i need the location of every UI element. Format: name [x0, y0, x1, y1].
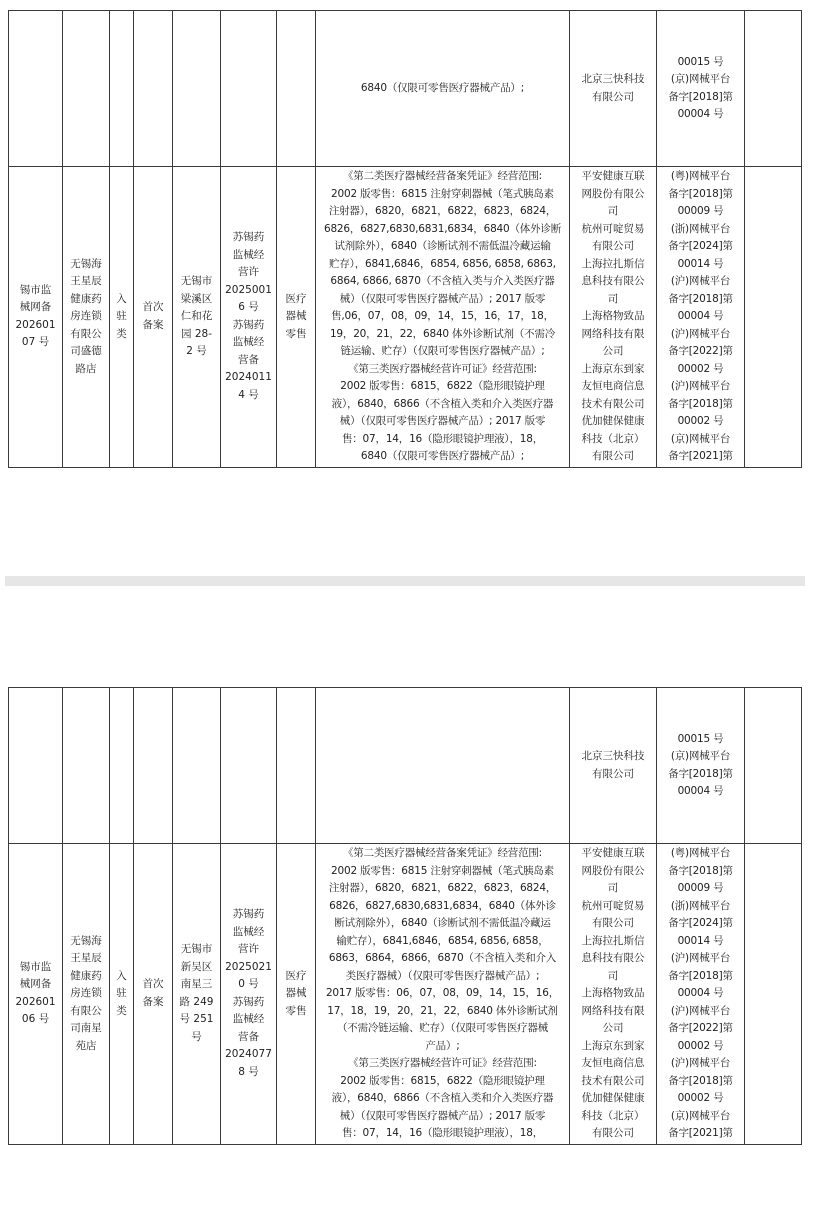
cell-text-line: 优加健保健康 [581, 1092, 645, 1104]
cell-text-line: 有限公司 [592, 240, 634, 252]
cell-text-line: 备字[2024]第 [668, 240, 733, 252]
cell-text-line: 00002 号 [677, 362, 724, 375]
license-cell [221, 167, 277, 468]
cell-text-line: 00015 号 [677, 732, 724, 745]
store-type-cell [110, 688, 134, 844]
cell-text-line: (沪)网械平台 [670, 380, 731, 392]
cell-text-line: 司盛德 [70, 345, 102, 357]
cell-text-line: 《第三类医疗器械经营许可证》经营范围: [348, 362, 537, 375]
record-no-cell [9, 844, 63, 1145]
cell-text-line: 王星辰 [70, 275, 102, 287]
store-name-cell [63, 11, 110, 167]
cell-text-line: 网络科技有限 [581, 1004, 645, 1017]
cell-text-line: 6840（仅限可零售医疗器械产品）; [360, 81, 525, 94]
cell-text-line: 断试剂除外），6840（诊断试剂不需低温冷藏运 [334, 917, 551, 929]
registration-table [8, 687, 802, 1145]
cell-text-line: 2025021 [225, 960, 272, 973]
cell-text-line: 00002 号 [677, 1039, 724, 1052]
cell-text-line: 00002 号 [677, 415, 724, 427]
license-cell [221, 688, 277, 844]
cell-text-line: 6826，6827,6830,6831,6834，6840（体外诊 [329, 899, 556, 912]
cell-text-line: 平安健康互联 [581, 847, 645, 859]
cell-text-line: 《第二类医疗器械经营备案凭证》经营范围: [342, 170, 543, 182]
cell-text-line: 备字[2018]第 [668, 864, 733, 877]
business-mode-cell [277, 167, 316, 468]
record-no-cell [9, 167, 63, 468]
table-row [9, 844, 802, 1145]
cell-text-line: 类医疗器械）（仅限可零售医疗器械产品）; [345, 969, 540, 982]
license-cell [221, 11, 277, 167]
record-no-cell [9, 688, 63, 844]
cell-text-line: 零售 [285, 327, 307, 340]
cell-text-line: 00014 号 [677, 257, 724, 270]
cell-text-line: 上海拉扎斯信 [581, 934, 645, 947]
cell-text-line: (粤)网械平台 [670, 847, 731, 859]
cell-text-line: 仁和花 [180, 310, 213, 322]
cell-text-line: 医疗 [285, 292, 307, 305]
business-scope-cell [316, 844, 570, 1145]
cell-text-line: 入 [116, 969, 127, 982]
business-mode-cell [277, 11, 316, 167]
cell-text-line: 监械经 [232, 336, 265, 349]
document-page-1 [0, 0, 815, 576]
address-cell [173, 844, 221, 1145]
cell-text-line: 2024011 [225, 371, 272, 384]
cell-text-line: （不需冷链运输、贮存）（仅限可零售医疗器械 [336, 1022, 549, 1034]
cell-text-line: 技术有限公司 [581, 1074, 645, 1087]
record-no-cell [9, 11, 63, 167]
cell-text-line: 友恒电商信息 [581, 380, 645, 392]
cell-text-line: 网股份有限公 [581, 864, 645, 877]
cell-text-line: 苏锡药 [232, 995, 265, 1008]
record-nature-cell [134, 844, 173, 1145]
cell-text-line: 司 [607, 292, 619, 305]
cell-text-line: 2002 版零售：6815，6822（隐形眼镜护理 [340, 380, 545, 392]
cell-text-line: 首次 [142, 978, 164, 991]
cell-text-line: 监械经 [232, 925, 265, 938]
table-row-continued [9, 11, 802, 167]
business-mode-cell [277, 688, 316, 844]
cell-text-line: 上海京东到家 [581, 362, 645, 375]
cell-text-line: 优加健保健康 [581, 415, 645, 427]
cell-text-line: 有限公 [70, 327, 102, 340]
cell-text-line: 6826，6827,6830,6831,6834，6840（体外诊断 [323, 222, 562, 235]
cell-text-line: 司 [607, 969, 619, 982]
cell-text-line: 2024077 [225, 1048, 272, 1061]
cell-text-line: 械网备 [19, 301, 52, 314]
remark-cell [745, 688, 802, 844]
cell-text-line: 上海格物致品 [581, 987, 645, 999]
record-nature-cell [134, 167, 173, 468]
cell-text-line: (沪)网械平台 [670, 275, 731, 287]
cell-text-line: 房连锁 [70, 987, 102, 999]
page-separator [5, 576, 805, 586]
business-scope-cell [316, 11, 570, 167]
cell-text-line: 备字[2018]第 [668, 969, 733, 982]
cell-text-line: 2025001 [225, 283, 272, 296]
cell-text-line: (沪)网械平台 [670, 952, 731, 964]
cell-text-line: 息科技有限公 [581, 275, 645, 287]
cell-text-line: 无锡海 [70, 257, 102, 270]
cell-text-line: 苑店 [75, 1039, 97, 1052]
cell-text-line: 00009 号 [677, 205, 724, 217]
cell-text-line: (粤)网械平台 [670, 170, 731, 182]
cell-text-line: 北京三快科技 [581, 73, 645, 85]
cell-text-line: 锡市监 [19, 960, 52, 973]
cell-text-line: 售：07，14，16（隐形眼镜护理液），18， [341, 432, 544, 445]
cell-text-line: 园 28- [181, 327, 212, 340]
cell-text-line: 注射器），6820，6821，6822，6823，6824， [328, 882, 557, 894]
cell-text-line: 路店 [75, 362, 97, 375]
cell-text-line: 202601 [15, 995, 56, 1008]
cell-text-line: 营许 [238, 943, 259, 956]
cell-text-line: 上海拉扎斯信 [581, 257, 645, 270]
cell-text-line: 南星三 [180, 978, 213, 991]
cell-text-line: 液），6840，6866（不含植入类和介入类医疗器 [331, 397, 554, 410]
cell-text-line: 梁溪区 [180, 292, 213, 305]
store-name-cell [63, 844, 110, 1145]
cell-text-line: 售,06，07，08，09，14，15，16，17，18， [331, 310, 554, 322]
cell-text-line: (沪)网械平台 [670, 1004, 731, 1017]
cell-text-line: 司南星 [70, 1022, 102, 1034]
cell-text-line: 备字[2024]第 [668, 917, 733, 929]
cell-text-line: 驻 [116, 987, 127, 999]
cell-text-line: 号 [191, 1030, 202, 1043]
platform-record-cell [657, 844, 745, 1145]
platform-company-cell [570, 167, 657, 468]
cell-text-line: 杭州可啶贸易 [581, 899, 645, 912]
cell-text-line: 息科技有限公 [581, 952, 645, 964]
cell-text-line: 监械经 [232, 1013, 265, 1026]
cell-text-line: 有限公司 [592, 450, 634, 462]
cell-text-line: 2002 版零售：6815 注射穿刺器械（笔式胰岛素 [331, 864, 554, 877]
cell-text-line: 6 号 [238, 301, 259, 314]
cell-text-line: 无锡海 [70, 934, 102, 947]
cell-text-line: 北京三快科技 [581, 750, 645, 762]
cell-text-line: 售：07，14，16（隐形眼镜护理液），18， [341, 1127, 544, 1139]
cell-text-line: 4 号 [238, 388, 259, 401]
cell-text-line: 有限公 [70, 1004, 102, 1017]
cell-text-line: 苏锡药 [232, 908, 265, 921]
platform-record-cell [657, 11, 745, 167]
cell-text-line: 科技（北京） [581, 432, 645, 445]
cell-text-line: 公司 [602, 1022, 624, 1034]
cell-text-line: 司 [607, 882, 619, 894]
cell-text-line: 上海格物致品 [581, 310, 645, 322]
cell-text-line: 零售 [285, 1004, 307, 1017]
cell-text-line: 有限公司 [592, 917, 634, 929]
store-type-cell [110, 167, 134, 468]
cell-text-line: (沪)网械平台 [670, 1057, 731, 1069]
platform-record-cell [657, 688, 745, 844]
cell-text-line: 平安健康互联 [581, 170, 645, 182]
cell-text-line: 备字[2018]第 [668, 397, 733, 410]
cell-text-line: 新吴区 [180, 960, 213, 973]
cell-text-line: 液），6840，6866（不含植入类和介入类医疗器 [331, 1092, 554, 1104]
business-scope-cell [316, 688, 570, 844]
cell-text-line: 00014 号 [677, 934, 724, 947]
cell-text-line: 健康药 [70, 969, 102, 982]
cell-text-line: 备字[2021]第 [668, 450, 733, 462]
cell-text-line: 2002 版零售：6815，6822（隐形眼镜护理 [340, 1074, 545, 1087]
cell-text-line: (浙)网械平台 [670, 222, 731, 235]
cell-text-line: 杭州可啶贸易 [581, 222, 645, 235]
cell-text-line: (沪)网械平台 [670, 327, 731, 340]
cell-text-line: 00004 号 [677, 987, 724, 999]
store-name-cell [63, 167, 110, 468]
cell-text-line: 6864, 6866, 6870（不含植入类与介入类医疗器 [330, 275, 555, 287]
cell-text-line: 《第三类医疗器械经营许可证》经营范围: [348, 1057, 537, 1069]
platform-company-cell [570, 688, 657, 844]
cell-text-line: 输贮存），6841,6846，6854, 6856, 6858， [336, 934, 549, 947]
cell-text-line: 00004 号 [677, 108, 724, 120]
cell-text-line: (京)网械平台 [670, 432, 731, 445]
cell-text-line: 备字[2018]第 [668, 187, 733, 200]
cell-text-line: 苏锡药 [232, 231, 265, 244]
cell-text-line: 营许 [238, 266, 259, 279]
cell-text-line: 备字[2018]第 [668, 90, 733, 103]
cell-text-line: 械网备 [19, 978, 52, 991]
cell-text-line: 备字[2022]第 [668, 1022, 733, 1034]
cell-text-line: 00002 号 [677, 1092, 724, 1104]
cell-text-line: 备字[2018]第 [668, 292, 733, 305]
platform-company-cell [570, 11, 657, 167]
cell-text-line: 6840（仅限可零售医疗器械产品）; [360, 450, 525, 462]
cell-text-line: 00009 号 [677, 882, 724, 894]
cell-text-line: 备案 [142, 995, 164, 1008]
address-cell [173, 11, 221, 167]
cell-text-line: 备案 [142, 318, 164, 331]
cell-text-line: 无锡市 [180, 275, 213, 287]
cell-text-line: 00015 号 [677, 55, 724, 68]
cell-text-line: 2017 版零售：06，07，08，09，14，15，16， [325, 987, 560, 999]
business-scope-cell [316, 167, 570, 468]
cell-text-line: 公司 [602, 345, 624, 357]
cell-text-line: (京)网械平台 [670, 73, 731, 85]
cell-text-line: 锡市监 [19, 283, 52, 296]
platform-company-cell [570, 844, 657, 1145]
cell-text-line: 无锡市 [180, 943, 213, 956]
cell-text-line: 号 251 [179, 1013, 214, 1026]
cell-text-line: 械）（仅限可零售医疗器械产品）; 2017 版零 [339, 1109, 546, 1122]
cell-text-line: 注射器），6820，6821，6822，6823，6824， [328, 205, 557, 217]
cell-text-line: 房连锁 [70, 310, 102, 322]
cell-text-line: 科技（北京） [581, 1109, 645, 1122]
cell-text-line: 0 号 [238, 978, 259, 991]
cell-text-line: 械）（仅限可零售医疗器械产品）; 2017 版零 [339, 415, 546, 427]
cell-text-line: 司 [607, 205, 619, 217]
cell-text-line: 营备 [238, 353, 259, 366]
store-type-cell [110, 844, 134, 1145]
cell-text-line: 备字[2022]第 [668, 345, 733, 357]
record-nature-cell [134, 11, 173, 167]
cell-text-line: 07 号 [21, 336, 50, 349]
cell-text-line: (京)网械平台 [670, 750, 731, 762]
cell-text-line: 试剂除外），6840（诊断试剂不需低温冷藏运输 [334, 240, 551, 252]
address-cell [173, 167, 221, 468]
registration-table [8, 10, 802, 468]
cell-text-line: (京)网械平台 [670, 1109, 731, 1122]
cell-text-line: 首次 [142, 301, 164, 314]
cell-text-line: 入 [116, 292, 127, 305]
document-page-2 [0, 586, 815, 1219]
store-name-cell [63, 688, 110, 844]
cell-text-line: 2 号 [186, 345, 207, 357]
cell-text-line: 产品）; [425, 1039, 460, 1052]
cell-text-line: 202601 [15, 318, 56, 331]
cell-text-line: 技术有限公司 [581, 397, 645, 410]
cell-text-line: 营备 [238, 1030, 259, 1043]
cell-text-line: 有限公司 [592, 1127, 634, 1139]
cell-text-line: 上海京东到家 [581, 1039, 645, 1052]
cell-text-line: 备字[2018]第 [668, 767, 733, 780]
cell-text-line: 备字[2021]第 [668, 1127, 733, 1139]
business-mode-cell [277, 844, 316, 1145]
record-nature-cell [134, 688, 173, 844]
cell-text-line: 19，20，21，22，6840 体外诊断试剂（不需冷 [329, 327, 556, 340]
cell-text-line: 路 249 [179, 995, 214, 1008]
cell-text-line: 监械经 [232, 248, 265, 261]
table-row-continued [9, 688, 802, 844]
platform-record-cell [657, 167, 745, 468]
remark-cell [745, 11, 802, 167]
remark-cell [745, 167, 802, 468]
cell-text-line: 驻 [116, 310, 127, 322]
cell-text-line: 00004 号 [677, 310, 724, 322]
cell-text-line: 06 号 [21, 1013, 50, 1026]
cell-text-line: 器械 [285, 310, 307, 322]
cell-text-line: 网络科技有限 [581, 327, 645, 340]
cell-text-line: 有限公司 [592, 90, 634, 103]
cell-text-line: 友恒电商信息 [581, 1057, 645, 1069]
table-row [9, 167, 802, 468]
cell-text-line: 械）（仅限可零售医疗器械产品）; 2017 版零 [339, 292, 546, 305]
cell-text-line: 健康药 [70, 292, 102, 305]
cell-text-line: 贮存），6841,6846，6854, 6856, 6858, 6863, [329, 257, 556, 270]
cell-text-line: 17，18，19，20，21，22，6840 体外诊断试剂 [327, 1004, 558, 1017]
remark-cell [745, 844, 802, 1145]
cell-text-line: 6863，6864，6866，6870（不含植入类和介入 [328, 952, 557, 964]
cell-text-line: 有限公司 [592, 767, 634, 780]
cell-text-line: 链运输、贮存）（仅限可零售医疗器械产品）; [340, 345, 545, 357]
cell-text-line: (浙)网械平台 [670, 899, 731, 912]
store-type-cell [110, 11, 134, 167]
cell-text-line: 00004 号 [677, 785, 724, 797]
license-cell [221, 844, 277, 1145]
cell-text-line: 器械 [285, 987, 307, 999]
cell-text-line: 《第二类医疗器械经营备案凭证》经营范围: [342, 847, 543, 859]
cell-text-line: 类 [116, 327, 127, 340]
cell-text-line: 备字[2018]第 [668, 1074, 733, 1087]
cell-text-line: 2002 版零售：6815 注射穿刺器械（笔式胰岛素 [331, 187, 554, 200]
cell-text-line: 王星辰 [70, 952, 102, 964]
cell-text-line: 医疗 [285, 969, 307, 982]
address-cell [173, 688, 221, 844]
cell-text-line: 苏锡药 [232, 318, 265, 331]
cell-text-line: 8 号 [238, 1065, 259, 1078]
cell-text-line: 类 [116, 1004, 127, 1017]
cell-text-line: 网股份有限公 [581, 187, 645, 200]
